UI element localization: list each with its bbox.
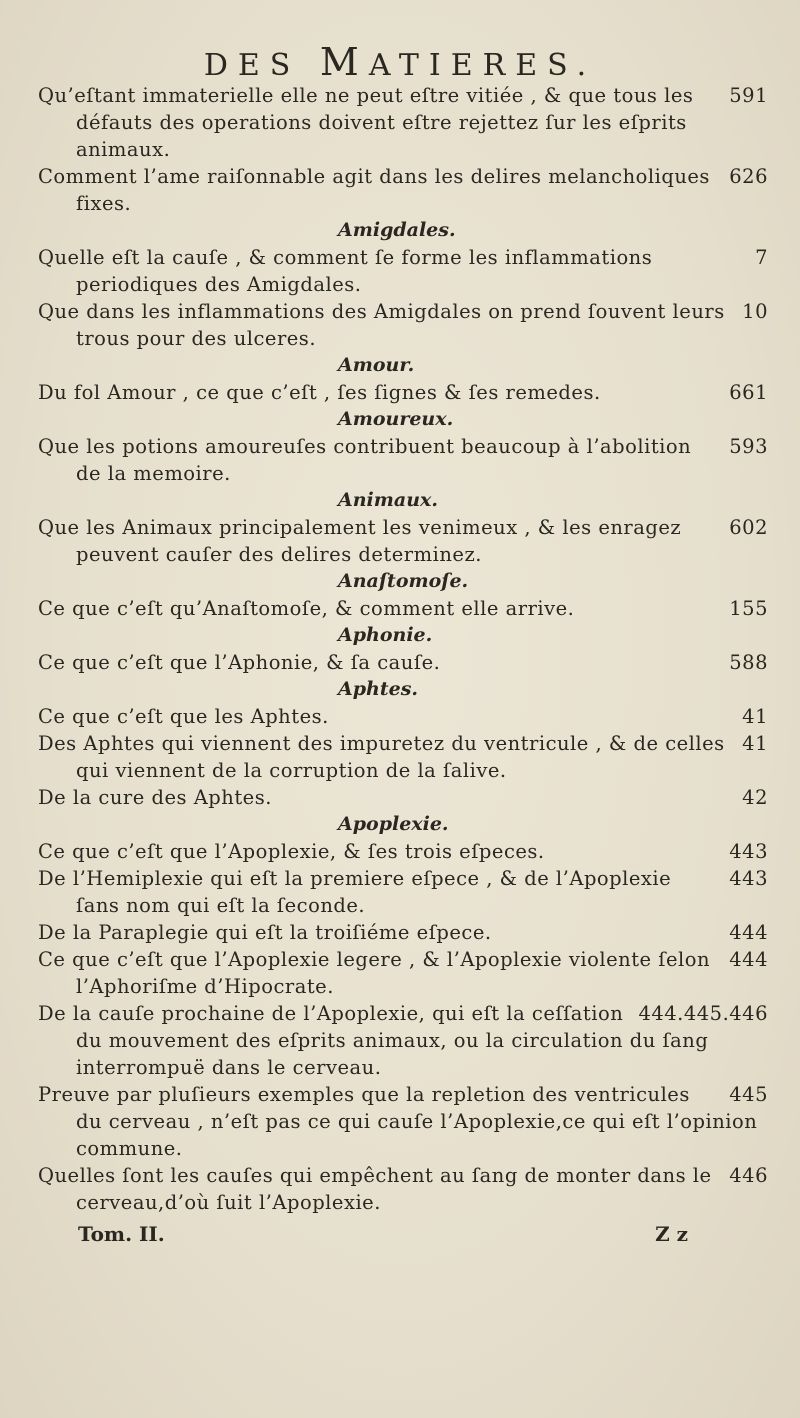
index-entry — [38, 919, 768, 946]
page-number: 445 — [729, 1083, 768, 1106]
entry-text: Ce que c’eſt que l’Apoplexie legere , & l’Apoplexie violente ſelon l’Aphoriſme d’Hipocrate. — [38, 948, 711, 998]
index-entry — [38, 1162, 768, 1216]
section-heading: Amour. — [338, 354, 415, 376]
page-number: 588 — [729, 651, 768, 674]
index-entry — [38, 514, 768, 568]
section-heading: Animaux. — [338, 489, 438, 511]
page-number: 42 — [742, 786, 768, 809]
page-number: 155 — [729, 597, 768, 620]
page-number: 444.445.446 — [638, 1002, 768, 1025]
page-number: 626 — [729, 165, 768, 188]
entry-text: De la Paraplegie qui eſt la troiſiéme eſpece. — [38, 921, 492, 944]
page-number: 602 — [729, 516, 768, 539]
page-number: 593 — [729, 435, 768, 458]
entry-text: Que les potions amoureuſes contribuent beaucoup à l’abolition de la memoire. — [38, 435, 692, 485]
entry-text: De la cauſe prochaine de l’Apoplexie, qui eſt la ceſſation du mouvement des eſprits animaux, ou la circulation du ſang interrompuë dans le cerveau. — [38, 1002, 709, 1079]
entry-text: Quelles ſont les cauſes qui empêchent au ſang de monter dans le cerveau,d’où ſuit l’Apoplexie. — [38, 1164, 712, 1214]
section-heading: Amoureux. — [338, 408, 454, 430]
header-rest: ATIERES. — [368, 48, 597, 83]
index-entry — [38, 82, 768, 163]
entry-text: Ce que c’eſt que l’Aphonie, & ſa cauſe. — [38, 651, 441, 674]
index-entry — [38, 946, 768, 1000]
entry-text: Ce que c’eſt que les Aphtes. — [38, 705, 329, 728]
section-heading: Anaſtomoſe. — [338, 570, 469, 592]
entry-text: Ce que c’eſt que l’Apoplexie, & ſes trois eſpeces. — [38, 840, 545, 863]
header-prefix: DES — [203, 48, 301, 83]
page-number: 444 — [729, 948, 768, 971]
entry-text: Du fol Amour , ce que c’eſt , ſes ſignes & ſes remedes. — [38, 381, 601, 404]
page-number: 591 — [729, 84, 768, 107]
entry-text: Quelle eſt la cauſe , & comment ſe forme les inflammations periodiques des Amigdales. — [38, 246, 653, 296]
page-number: 443 — [729, 867, 768, 890]
running-header — [0, 40, 800, 84]
page-footer — [78, 1222, 688, 1246]
page-number: 41 — [742, 732, 768, 755]
index-entry — [38, 838, 768, 865]
index-entries — [38, 82, 768, 1216]
index-entry — [38, 703, 768, 730]
index-entry — [38, 163, 768, 217]
entry-text: De l’Hemiplexie qui eſt la premiere eſpece , & de l’Apoplexie ſans nom qui eſt la ſeconde. — [38, 867, 672, 917]
section-heading: Aphtes. — [338, 678, 419, 700]
entry-text: Qu’eſtant immaterielle elle ne peut eſtre vitiée , & que tous les défauts des operations doivent eſtre rejettez ſur les eſprits animaux. — [38, 84, 694, 161]
page-number: 443 — [729, 840, 768, 863]
page-number: 661 — [729, 381, 768, 404]
page-number: 41 — [742, 705, 768, 728]
index-entry — [38, 595, 768, 622]
index-entry — [38, 865, 768, 919]
page-number: 10 — [742, 300, 768, 323]
entry-text: Ce que c’eſt qu’Anaſtomoſe, & comment elle arrive. — [38, 597, 575, 620]
section-heading: Apoplexie. — [338, 813, 449, 835]
index-entry — [38, 379, 768, 406]
signature-mark: Z z — [655, 1222, 688, 1246]
header-initial: M — [319, 40, 369, 84]
index-entry — [38, 244, 768, 298]
entry-text: Que dans les inflammations des Amigdales on prend ſouvent leurs trous pour des ulceres. — [38, 300, 725, 350]
page-number: 444 — [729, 921, 768, 944]
entry-text: Des Aphtes qui viennent des impuretez du ventricule , & de celles qui viennent de la corruption de la ſalive. — [38, 732, 725, 782]
index-entry — [38, 784, 768, 811]
entry-text: Que les Animaux principalement les venimeux , & les enragez peuvent cauſer des delires determinez. — [38, 516, 682, 566]
index-entry — [38, 649, 768, 676]
page-number: 7 — [755, 246, 768, 269]
page-number: 446 — [729, 1164, 768, 1187]
entry-text: Comment l’ame raiſonnable agit dans les delires melancholiques fixes. — [38, 165, 710, 215]
index-entry — [38, 730, 768, 784]
index-entry — [38, 1081, 768, 1162]
index-entry — [38, 1000, 768, 1081]
section-heading: Amigdales. — [338, 219, 456, 241]
index-entry — [38, 298, 768, 352]
index-entry — [38, 433, 768, 487]
entry-text: Preuve par pluſieurs exemples que la repletion des ventricules du cerveau , n’eſt pas ce qui cauſe l’Apoplexie,ce qui eſt l’opinion commune. — [38, 1083, 758, 1160]
section-heading: Aphonie. — [338, 624, 433, 646]
entry-text: De la cure des Aphtes. — [38, 786, 272, 809]
tome-label: Tom. II. — [78, 1222, 165, 1246]
